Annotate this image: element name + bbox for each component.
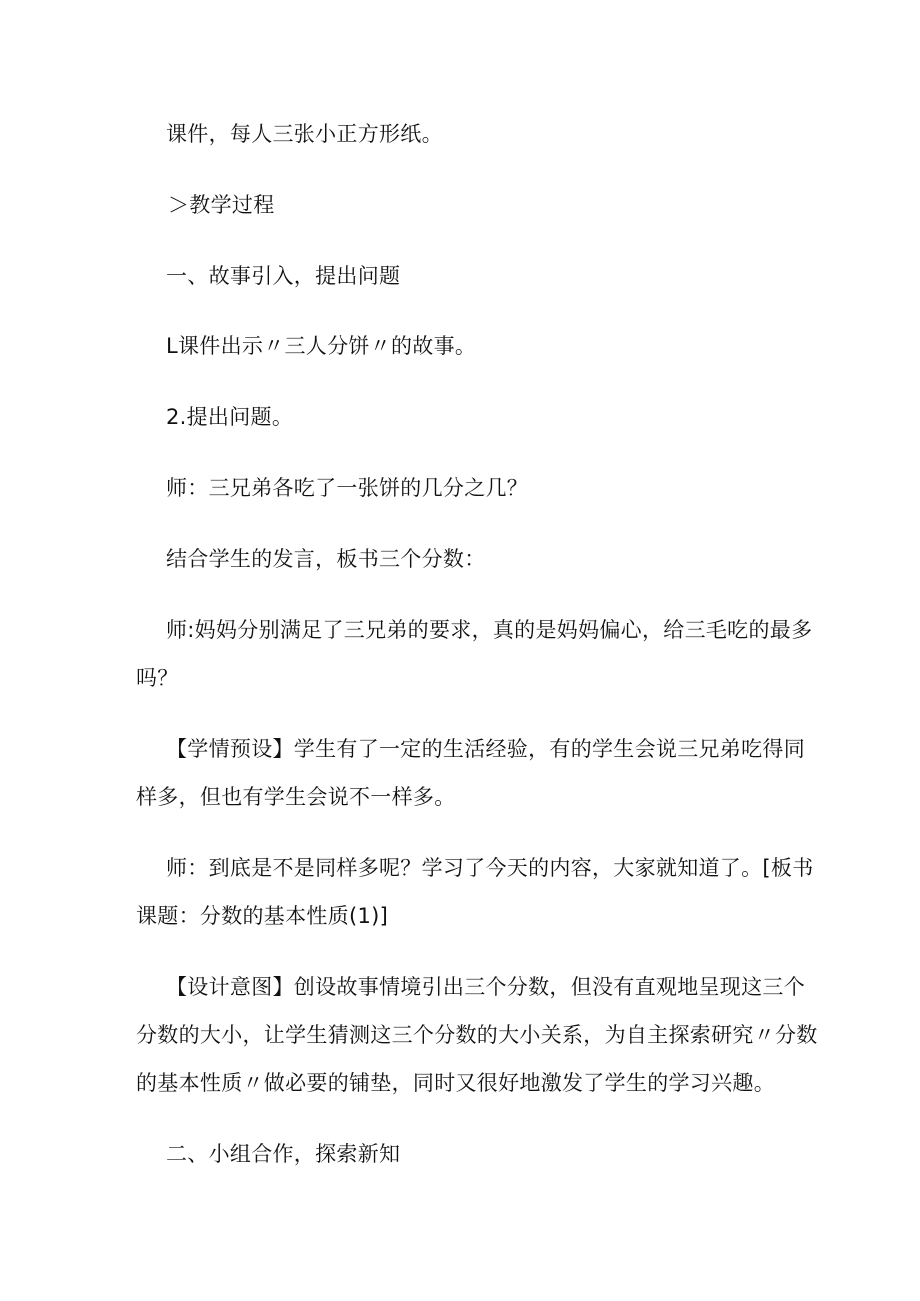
heading-section-two: 二、小组合作，探索新知: [166, 1142, 401, 1166]
text-line-teacher-same: 师：到底是不是同样多呢？学习了今天的内容，大家就知道了。[板书: [166, 856, 814, 880]
text-line-step-2: 2.提出问题。: [166, 405, 294, 429]
heading-teaching-process: ＞教学过程: [168, 193, 275, 217]
text-line-step-1: L课件出示〃三人分饼〃的故事。: [166, 334, 477, 358]
text-line-learning-preset: 【学情预设】学生有了一定的生活经验，有的学生会说三兄弟吃得同: [166, 737, 805, 761]
text-line-design-intent: 【设计意图】创设故事情境引出三个分数，但没有直观地呈现这三个: [166, 975, 805, 999]
text-line-teacher-mom-cont: 吗？: [136, 666, 179, 690]
text-line-board-fractions: 结合学生的发言，板书三个分数：: [166, 547, 486, 571]
heading-section-one: 一、故事引入，提出问题: [166, 264, 401, 288]
text-line-lesson-title: 课题：分数的基本性质(1)]: [136, 904, 389, 928]
text-line-teacher-mom: 师:妈妈分别满足了三兄弟的要求，真的是妈妈偏心，给三毛吃的最多: [166, 618, 813, 642]
text-line-design-intent-cont-2: 的基本性质〃做必要的铺垫，同时又很好地激发了学生的学习兴趣。: [136, 1071, 775, 1095]
text-line-teacher-question: 师：三兄弟各吃了一张饼的几分之几？: [166, 476, 529, 500]
text-line-learning-preset-cont: 样多，但也有学生会说不一样多。: [136, 785, 456, 809]
text-line-materials: 课件，每人三张小正方形纸。: [166, 122, 443, 146]
text-line-design-intent-cont-1: 分数的大小，让学生猜测这三个分数的大小关系，为自主探索研究〃分数: [136, 1023, 818, 1047]
